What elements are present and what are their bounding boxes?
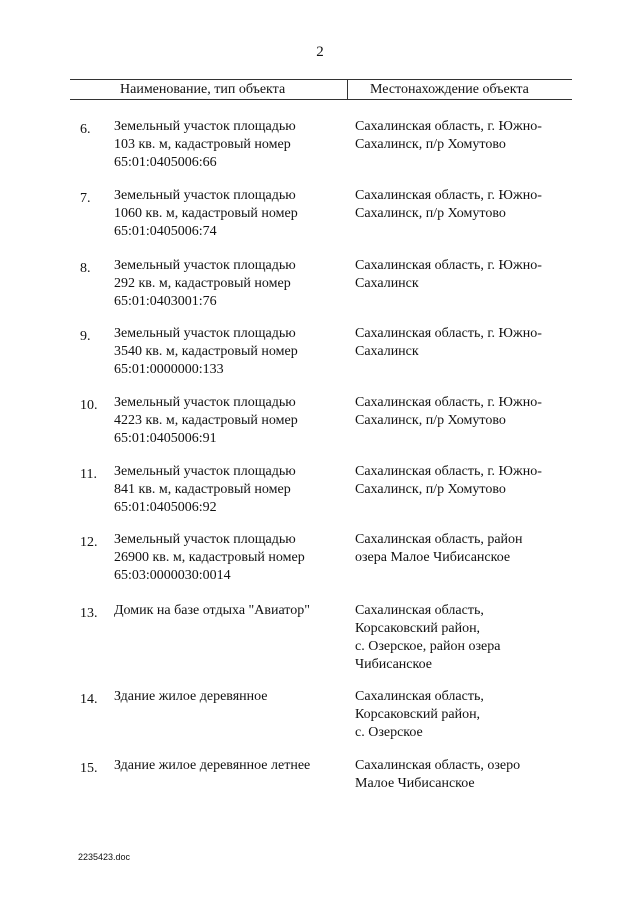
object-name — [114, 757, 346, 775]
object-name — [114, 463, 346, 517]
object-name — [114, 187, 346, 241]
row-number: 15. — [80, 761, 98, 776]
object-name-line: Домик на базе отдыха "Авиатор" — [114, 603, 310, 618]
object-location — [355, 187, 565, 223]
object-name-line: Земельный участок площадью — [114, 119, 296, 134]
object-location-line: Чибисанское — [355, 657, 432, 672]
object-name — [114, 325, 346, 379]
header-location: Местонахождение объекта — [370, 82, 529, 97]
object-name-line: Здание жилое деревянное — [114, 689, 268, 704]
header-column-divider — [347, 79, 348, 100]
object-name-line: 65:01:0403001:76 — [114, 294, 217, 309]
row-number: 7. — [80, 191, 91, 206]
page-number: 2 — [316, 44, 324, 60]
object-location-line: Сахалинская область, — [355, 689, 484, 704]
row-number: 14. — [80, 692, 98, 707]
object-location-line: Сахалинск — [355, 344, 419, 359]
object-location — [355, 325, 565, 361]
object-location — [355, 531, 565, 567]
object-location-line: Сахалинская область, г. Южно- — [355, 188, 542, 203]
object-location-line: Сахалинская область, г. Южно- — [355, 258, 542, 273]
object-location — [355, 394, 565, 430]
object-name-line: Земельный участок площадью — [114, 532, 296, 547]
object-name-line: Земельный участок площадью — [114, 395, 296, 410]
object-name-line: 103 кв. м, кадастровый номер — [114, 137, 291, 152]
row-number: 9. — [80, 329, 91, 344]
object-location — [355, 757, 565, 793]
object-name — [114, 394, 346, 448]
object-name — [114, 257, 346, 311]
row-number: 8. — [80, 261, 91, 276]
object-name-line: 292 кв. м, кадастровый номер — [114, 276, 291, 291]
object-location-line: Малое Чибисанское — [355, 776, 475, 791]
row-number: 12. — [80, 535, 98, 550]
object-name-line: Земельный участок площадью — [114, 326, 296, 341]
object-name-line: 65:01:0405006:74 — [114, 224, 217, 239]
object-location-line: Сахалинская область, озеро — [355, 758, 521, 773]
object-name-line: 65:01:0405006:91 — [114, 431, 217, 446]
object-location-line: с. Озерское — [355, 725, 423, 740]
row-number: 6. — [80, 122, 91, 137]
object-location-line: Сахалинск, п/р Хомутово — [355, 482, 506, 497]
object-location — [355, 602, 565, 674]
object-location-line: Сахалинск, п/р Хомутово — [355, 137, 506, 152]
object-name — [114, 531, 346, 585]
object-name-line: 65:01:0405006:66 — [114, 155, 217, 170]
object-location — [355, 463, 565, 499]
object-location-line: Сахалинск, п/р Хомутово — [355, 206, 506, 221]
object-name — [114, 602, 346, 620]
object-location-line: Сахалинская область, г. Южно- — [355, 326, 542, 341]
object-name-line: 65:03:0000030:0014 — [114, 568, 231, 583]
object-location-line: Сахалинская область, район — [355, 532, 523, 547]
object-name-line: 1060 кв. м, кадастровый номер — [114, 206, 298, 221]
object-name-line: Земельный участок площадью — [114, 258, 296, 273]
object-location — [355, 118, 565, 154]
row-number: 13. — [80, 606, 98, 621]
object-name-line: 65:01:0000000:133 — [114, 362, 224, 377]
object-name-line: Земельный участок площадью — [114, 464, 296, 479]
object-name-line: 3540 кв. м, кадастровый номер — [114, 344, 298, 359]
object-location-line: Сахалинск, п/р Хомутово — [355, 413, 506, 428]
object-location-line: Сахалинская область, г. Южно- — [355, 395, 542, 410]
object-name-line: 4223 кв. м, кадастровый номер — [114, 413, 298, 428]
object-name — [114, 118, 346, 172]
header-name-type: Наименование, тип объекта — [120, 82, 286, 97]
object-location-line: с. Озерское, район озера — [355, 639, 501, 654]
object-location-line: Корсаковский район, — [355, 621, 481, 636]
row-number: 10. — [80, 398, 98, 413]
object-name-line: 26900 кв. м, кадастровый номер — [114, 550, 305, 565]
object-name-line: Земельный участок площадью — [114, 188, 296, 203]
header-rule-bottom — [70, 99, 572, 100]
row-number: 11. — [80, 467, 97, 482]
header-rule-top — [70, 79, 572, 80]
object-name-line: Здание жилое деревянное летнее — [114, 758, 311, 773]
object-name-line: 841 кв. м, кадастровый номер — [114, 482, 291, 497]
object-location — [355, 688, 565, 742]
object-location-line: Сахалинская область, г. Южно- — [355, 464, 542, 479]
object-name — [114, 688, 346, 706]
object-location-line: Сахалинская область, г. Южно- — [355, 119, 542, 134]
object-name-line: 65:01:0405006:92 — [114, 500, 217, 515]
document-filename: 2235423.doc — [78, 852, 131, 862]
object-location-line: Корсаковский район, — [355, 707, 481, 722]
object-location — [355, 257, 565, 293]
object-location-line: Сахалинск — [355, 276, 419, 291]
object-location-line: Сахалинская область, — [355, 603, 484, 618]
object-location-line: озера Малое Чибисанское — [355, 550, 511, 565]
